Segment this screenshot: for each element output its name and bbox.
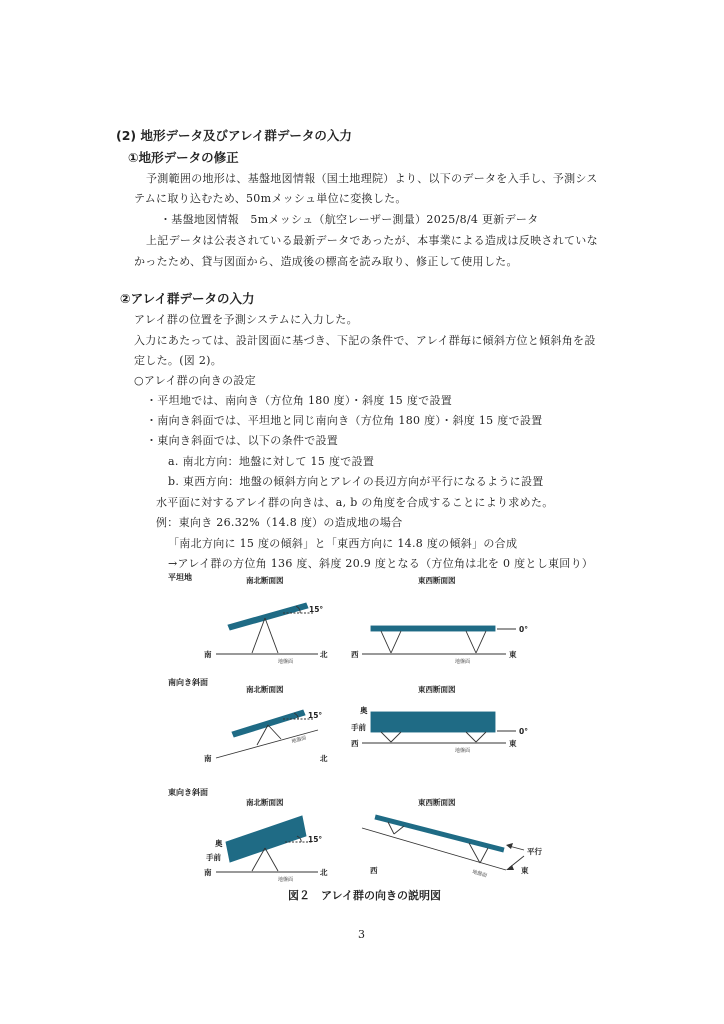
figure-row-east-slope — [168, 787, 542, 883]
example-line: →アレイ群の方位角 136 度、斜度 20.9 度となる（方位角は北を 0 度とし東回り） — [168, 557, 594, 570]
sub-condition-line: a. 南北方向：地盤に対して 15 度で設置 — [168, 455, 375, 468]
label-north: 北 — [320, 650, 328, 659]
page-number: 3 — [358, 928, 366, 941]
paragraph-line: 入力にあたっては、設計図面に基づき、下記の条件で、アレイ群毎に傾斜方位と傾斜角を設 — [134, 334, 596, 347]
panel-support — [394, 826, 404, 834]
label-south: 南 — [204, 868, 212, 877]
ns-section-title: 南北断面図 — [246, 685, 284, 694]
ground-line — [216, 730, 318, 758]
angle-label: 0° — [519, 727, 528, 736]
row-label-south-slope: 南向き斜面 — [168, 678, 208, 687]
paragraph-line: 定した。(図 2)。 — [134, 354, 223, 367]
paragraph-line: テムに取り込むため、50mメッシュ単位に変換した。 — [134, 192, 407, 205]
label-west: 西 — [351, 739, 359, 748]
section-heading: (2) 地形データ及びアレイ群データの入力 — [116, 128, 352, 143]
row-label-east-slope: 東向き斜面 — [168, 788, 208, 797]
label-east: 東 — [521, 866, 529, 875]
arrow-head — [506, 865, 514, 870]
angle-label: 15° — [309, 605, 324, 614]
paragraph-line: かったため、貸与図面から、造成後の標高を読み取り、修正して使用した。 — [134, 255, 518, 268]
label-west: 西 — [351, 650, 359, 659]
ew-section-title: 東西断面図 — [418, 685, 456, 694]
ground-label: 地盤面 — [471, 869, 488, 880]
label-east: 東 — [509, 650, 517, 659]
angle-label: 15° — [308, 711, 323, 720]
label-east: 東 — [509, 739, 517, 748]
ew-section-flat — [362, 626, 516, 654]
angle-label: 0° — [519, 625, 528, 634]
panel-support — [265, 618, 278, 653]
angle-label: 15° — [308, 835, 323, 844]
panel-support — [381, 732, 391, 742]
solar-panel — [232, 710, 305, 737]
label-north: 北 — [320, 754, 328, 763]
bullet-line: ・南向き斜面では、平坦地と同じ南向き（方位角 180 度）・斜度 15 度で設置 — [146, 414, 543, 427]
ew-section-title: 東西断面図 — [418, 576, 456, 585]
panel-support — [391, 732, 401, 742]
label-south: 南 — [204, 754, 212, 763]
paragraph-line: 水平面に対するアレイ群の向きは、a, b の角度を合成することにより求めた。 — [156, 496, 554, 509]
panel-support — [391, 631, 401, 653]
ew-section-title: 東西断面図 — [418, 798, 456, 807]
label-south: 南 — [204, 650, 212, 659]
ground-label: 地盤面 — [455, 748, 471, 754]
subsection-heading-terrain: ①地形データの修正 — [128, 150, 239, 165]
ns-section-south-slope — [216, 710, 318, 758]
figure-row-south-slope — [168, 677, 528, 763]
panel-support — [466, 732, 476, 742]
ns-section-title: 南北断面図 — [246, 576, 284, 585]
example-line: 「南北方向に 15 度の傾斜」と「東西方向に 14.8 度の傾斜」の合成 — [168, 537, 518, 550]
label-west: 西 — [370, 866, 378, 875]
panel-support — [265, 848, 278, 871]
panel-support — [476, 631, 486, 653]
condition-heading: ○アレイ群の向きの設定 — [134, 374, 256, 387]
ns-section-east-slope — [216, 816, 318, 872]
solar-panel — [371, 712, 495, 732]
ground-label: 地盤面 — [290, 735, 308, 745]
paragraph-line: アレイ群の位置を予測システムに入力した。 — [134, 313, 358, 326]
row-label-flat: 平坦地 — [168, 573, 192, 582]
ground-label: 地盤面 — [278, 877, 294, 883]
label-parallel: 平行 — [527, 847, 542, 856]
bullet-line: ・基盤地図情報 5mメッシュ（航空レーザー測量）2025/8/4 更新データ — [160, 213, 539, 226]
ew-section-east-slope — [362, 815, 524, 870]
ew-section-south-slope — [362, 712, 516, 743]
solar-panel — [226, 816, 306, 862]
label-back: 奥 — [360, 706, 368, 715]
label-back: 奥 — [215, 839, 223, 848]
example-line: 例：東向き 26.32%（14.8 度）の造成地の場合 — [156, 516, 403, 529]
paragraph-line: 上記データは公表されている最新データであったが、本事業による造成は反映されていな — [146, 234, 598, 247]
panel-support — [476, 732, 486, 742]
paragraph-line: 予測範囲の地形は、基盤地図情報（国土地理院）より、以下のデータを入手し、予測シス — [146, 172, 598, 185]
bullet-line: ・平坦地では、南向き（方位角 180 度）・斜度 15 度で設置 — [146, 394, 453, 407]
label-front: 手前 — [206, 853, 221, 862]
sub-condition-line: b. 東西方向：地盤の傾斜方向とアレイの長辺方向が平行になるように設置 — [168, 475, 544, 488]
ground-label: 地盤面 — [455, 659, 471, 665]
panel-support — [381, 631, 391, 653]
ground-label: 地盤面 — [278, 659, 294, 665]
panel-support — [480, 848, 488, 863]
figure-row-flat — [168, 572, 528, 665]
bullet-line: ・東向き斜面では、以下の条件で設置 — [146, 434, 339, 447]
ns-section-title: 南北断面図 — [246, 798, 284, 807]
panel-support — [466, 631, 476, 653]
label-front: 手前 — [351, 723, 366, 732]
solar-panel — [371, 626, 495, 631]
panel-support — [268, 725, 281, 739]
ns-section-flat — [216, 603, 318, 654]
label-north: 北 — [320, 868, 328, 877]
figure-caption: 図２ アレイ群の向きの説明図 — [288, 889, 442, 902]
arrow-head — [506, 843, 513, 849]
subsection-heading-array: ②アレイ群データの入力 — [120, 291, 255, 306]
